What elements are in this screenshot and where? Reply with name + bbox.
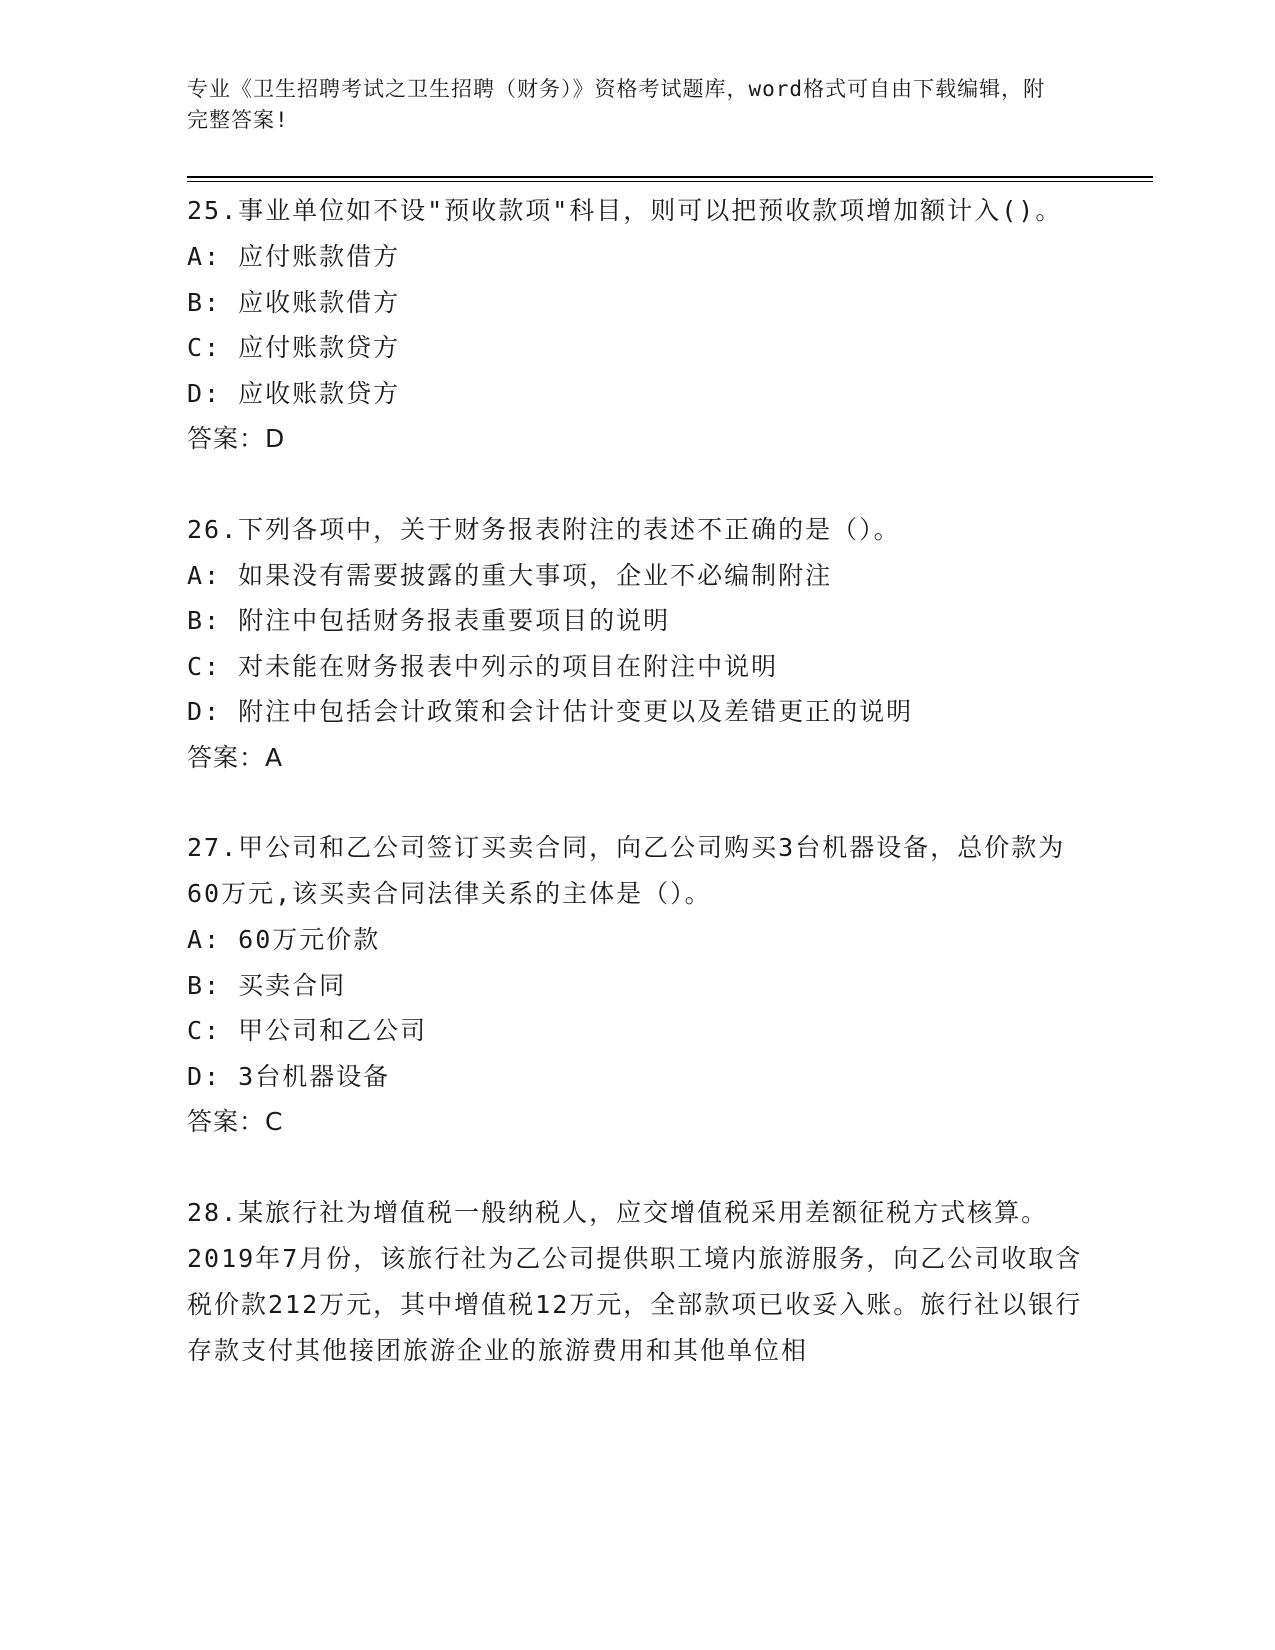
question-text: 26.下列各项中，关于财务报表附注的表述不正确的是（）。 bbox=[187, 514, 901, 544]
header-divider-thick bbox=[187, 176, 1153, 178]
option-b: B: 买卖合同 bbox=[187, 970, 347, 1000]
document-header: 专业《卫生招聘考试之卫生招聘（财务）》资格考试题库，word格式可自由下载编辑，附完整答案! bbox=[187, 77, 1046, 132]
question-text: 25.事业单位如不设"预收款项"科目，则可以把预收款项增加额计入()。 bbox=[187, 196, 1063, 225]
question-27 bbox=[187, 825, 1087, 1145]
option-d: D: 3台机器设备 bbox=[187, 1061, 391, 1091]
question-text: 27.甲公司和乙公司签订买卖合同，向乙公司购买3台机器设备，总价款为60万元,该买卖合同法律关系的主体是（）。 bbox=[187, 833, 1066, 908]
option-c: C: 应付账款贷方 bbox=[187, 333, 401, 362]
option-d: D: 附注中包括会计政策和会计估计变更以及差错更正的说明 bbox=[187, 697, 914, 726]
option-c: C: 对未能在财务报表中列示的项目在附注中说明 bbox=[187, 651, 779, 681]
option-a: A: 60万元价款 bbox=[187, 925, 381, 954]
option-b: B: 附注中包括财务报表重要项目的说明 bbox=[187, 606, 671, 635]
question-28 bbox=[187, 1190, 1087, 1374]
question-26 bbox=[187, 507, 1087, 781]
option-d: D: 应收账款贷方 bbox=[187, 378, 401, 408]
header-divider-thin bbox=[187, 181, 1153, 182]
answer-label: 答案：C bbox=[187, 1107, 284, 1136]
option-a: A: 应付账款借方 bbox=[187, 242, 401, 271]
question-25 bbox=[187, 188, 1087, 462]
option-c: C: 甲公司和乙公司 bbox=[187, 1016, 428, 1045]
question-list bbox=[187, 188, 1087, 1419]
option-b: B: 应收账款借方 bbox=[187, 287, 401, 317]
option-a: A: 如果没有需要披露的重大事项，企业不必编制附注 bbox=[187, 560, 833, 590]
question-text: 28.某旅行社为增值税一般纳税人，应交增值税采用差额征税方式核算。2019年7月份，该旅行社为乙公司提供职工境内旅游服务，向乙公司收取含税价款212万元，其中增值税12万元，全部款项已收妥入账。旅行社以银行存款支付其他接团旅游企业的旅游费用和其他单位相 bbox=[187, 1197, 1083, 1365]
answer-label: 答案：A bbox=[187, 742, 284, 772]
answer-label: 答案：D bbox=[187, 424, 286, 453]
